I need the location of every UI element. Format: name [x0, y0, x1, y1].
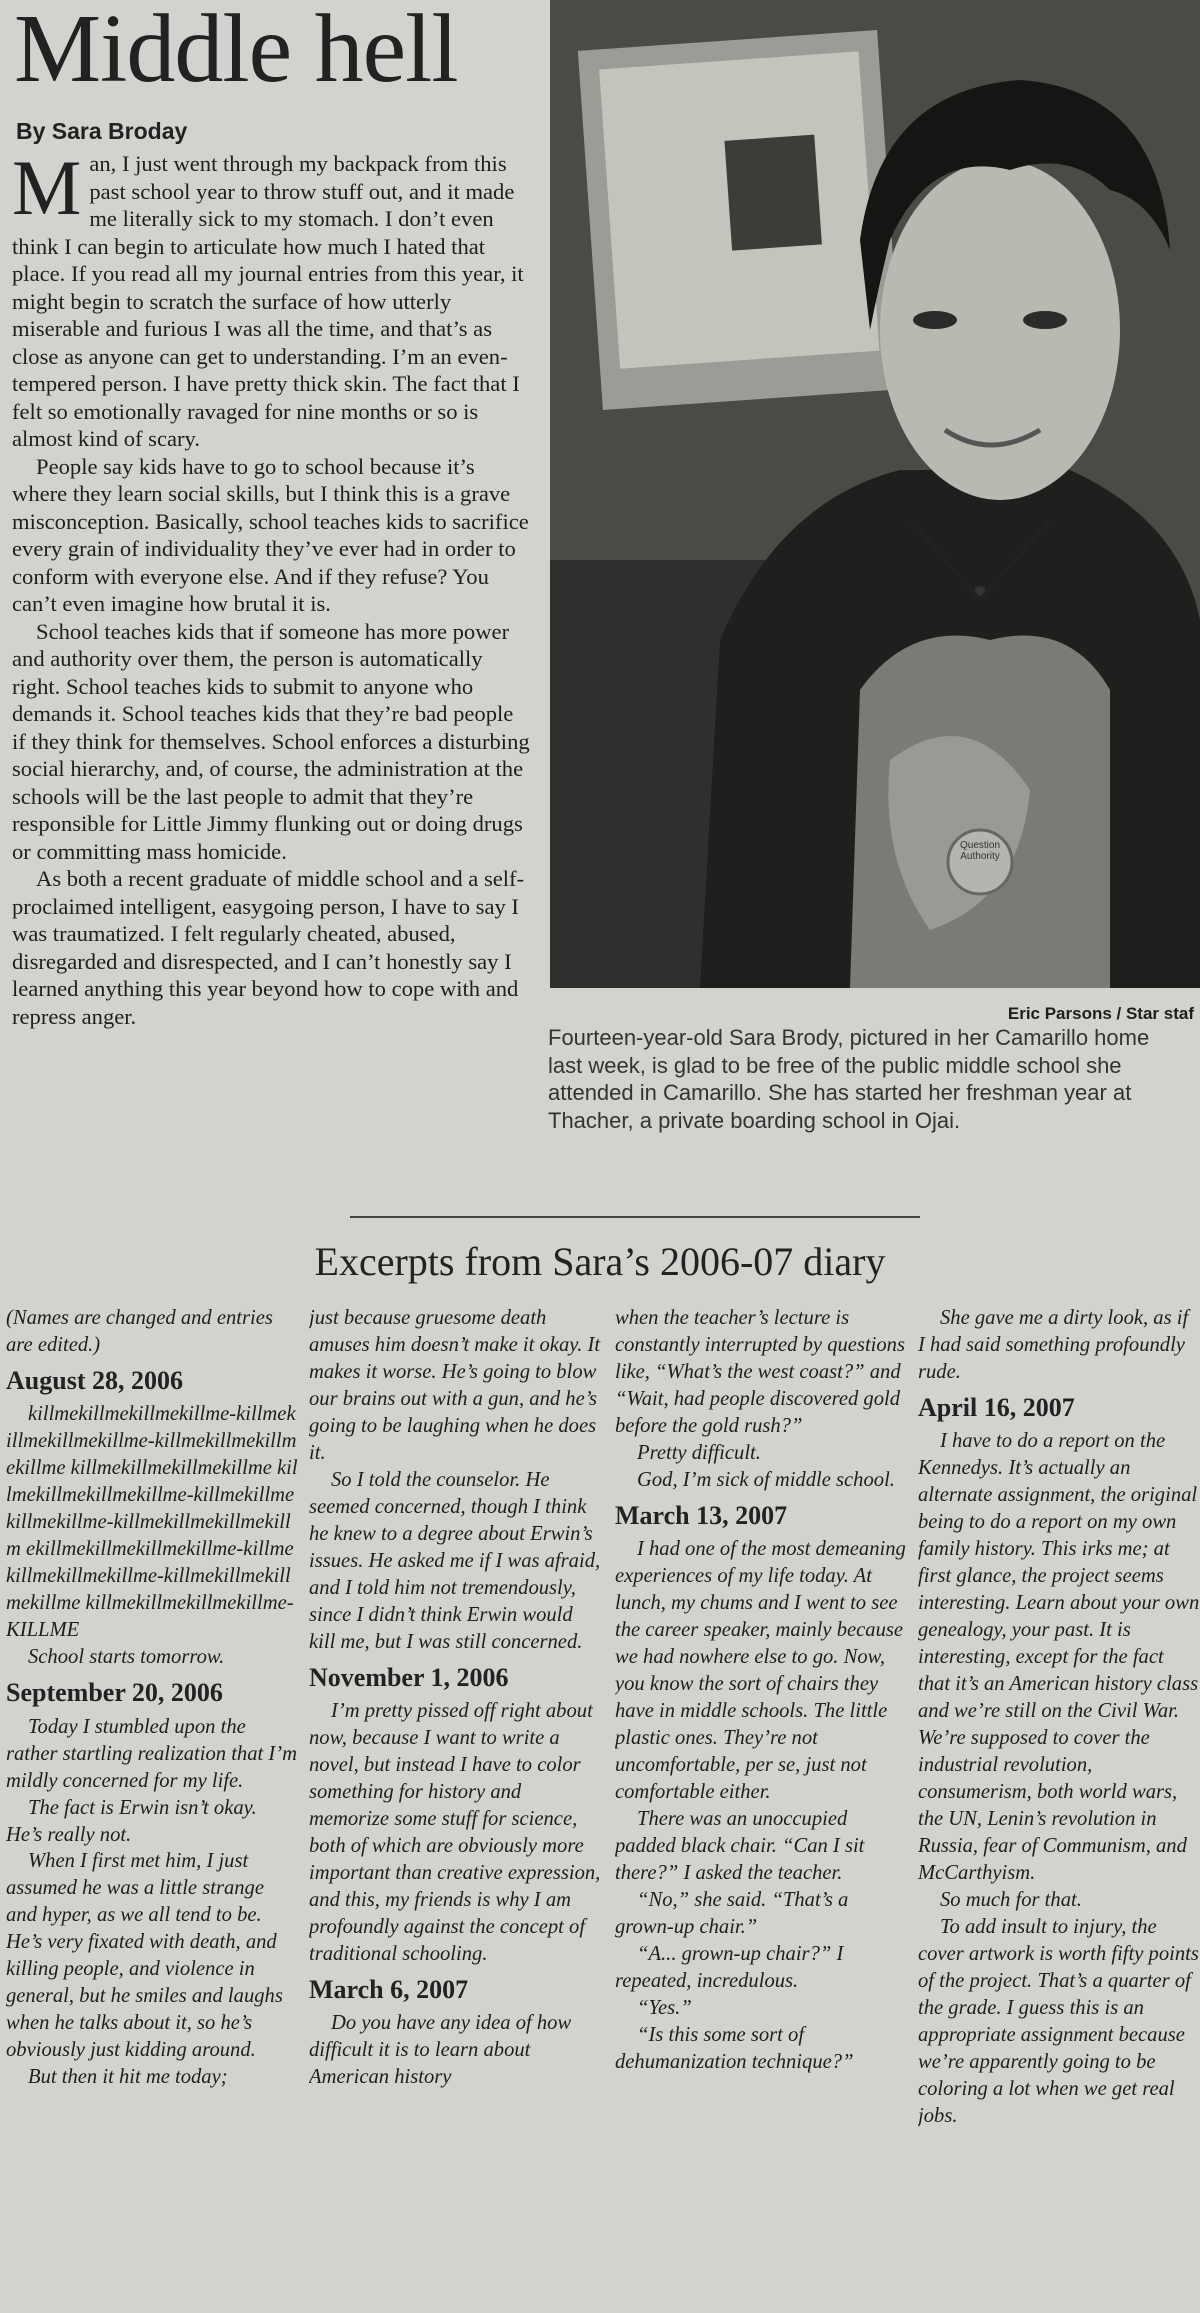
entry-text: Pretty difficult.	[637, 1441, 761, 1464]
diary-title: Excerpts from Sara’s 2006-07 diary	[314, 1239, 886, 1284]
entry-text: when the teacher’s lecture is constantly interrupted by questions like, “What’s the west coast?” and “Wait, had people discovered gold before the gold rush?”	[615, 1307, 905, 1437]
diary-column-3	[615, 1305, 907, 2305]
entry-text: I had one of the most demeaning experiences of my life today. At lunch, my chums and I went to see the career speaker, mainly because we had nowhere else to go. Now, you know the sort of chairs they have in middle schools. The little plastic ones. They’re not uncomfortable, per se, just not comfortable either.	[615, 1538, 906, 1803]
diary-column-2	[309, 1305, 601, 2305]
headline: Middle hell	[14, 0, 458, 103]
entry-text: “No,” she said. “That’s a grown-up chair.”	[615, 1888, 849, 1938]
entry-text: God, I’m sick of middle school.	[637, 1468, 895, 1491]
entry-text: But then it hit me today;	[28, 2066, 228, 2089]
entry-date: April 16, 2007	[918, 1392, 1075, 1422]
entry-text: There was an unoccupied padded black chair. “Can I sit there?” I asked the teacher.	[615, 1807, 865, 1884]
entry-text: When I first met him, I just assumed he was a little strange and hyper, as we all tend to be. He’s very fixated with death, and killing people, and violence in general, but he smiles and laughs when he talks about it, so he’s obviously just kidding around.	[6, 1850, 283, 2062]
portrait-photo	[550, 0, 1200, 988]
entry-text: “Is this some sort of dehumanization technique?”	[615, 2023, 854, 2073]
byline: By Sara Broday	[16, 118, 188, 144]
section-divider	[350, 1216, 920, 1218]
entry-text: So much for that.	[940, 1888, 1082, 1911]
entry-date: November 1, 2006	[309, 1662, 509, 1692]
diary-column-1	[6, 1305, 298, 2305]
entry-text: I have to do a report on the Kennedys. It’s actually an alternate assignment, the original being to do a report on my own family history. This irks me; at first glance, the project seems interesting. Learn about your own genealogy, your past. It is interesting, except for the fact that it’s an American history class and we’re still on the Civil War. We’re supposed to cover the industrial revolution, consumerism, both world wars, the UN, Lenin’s revolution in Russia, fear of Communism, and McCarthyism.	[918, 1430, 1200, 1884]
entry-text: Today I stumbled upon the rather startling realization that I’m mildly concerned for my life.	[6, 1715, 297, 1792]
photo-credit: Eric Parsons / Star staf	[1007, 1004, 1194, 1023]
entry-text: Do you have any idea of how difficult it is to learn about American history	[309, 2012, 572, 2089]
entry-date: September 20, 2006	[6, 1678, 223, 1708]
story-paragraph	[12, 150, 532, 453]
entry-date: August 28, 2006	[6, 1365, 183, 1395]
entry-text: The fact is Erwin isn’t okay. He’s really not.	[6, 1796, 257, 1846]
main-story	[12, 150, 532, 1195]
drop-cap: M	[12, 150, 82, 231]
photo-caption: Fourteen-year-old Sara Brody, pictured in her Camarillo home last week, is glad to be free of the public middle school she attended in Camarillo. She has started her freshman year at Thacher, a private boarding school in Ojai.	[548, 1025, 1150, 1133]
entry-text: I’m pretty pissed off right about now, because I want to write a novel, but instead I have to color something for history and memorize some stuff for science, both of which are obviously more important than creative expression, and this, my friends is why I am profoundly against the concept of traditional schooling.	[309, 1700, 601, 1965]
entry-text: “A... grown-up chair?” I repeated, incredulous.	[615, 1942, 844, 1992]
entry-date: March 6, 2007	[309, 1974, 469, 2004]
entry-text: just because gruesome death amuses him doesn’t make it okay. It makes it worse. He’s going to blow our brains out with a gun, and he’s going to be laughing when he does it.	[309, 1307, 601, 1464]
entry-text: So I told the counselor. He seemed concerned, though I think he knew to a degree about Erwin’s issues. He asked me if I was afraid, and I told him not tremendously, since I didn’t think Erwin would kill me, but I was still concerned.	[309, 1468, 601, 1653]
story-paragraph: School teaches kids that if someone has more power and authority over them, the person is automatically right. School teaches kids to submit to anyone who demands it. School teaches kids that they’re bad people if they think for themselves. School enforces a disturbing social hierarchy, and, of course, the administration at the schools will be the last people to admit that they’re responsible for Little Jimmy flunking out or doing drugs or committing mass homicide.	[12, 618, 530, 864]
entry-text: “Yes.”	[637, 1996, 692, 2019]
entry-text: She gave me a dirty look, as if I had said something profoundly rude.	[918, 1307, 1189, 1383]
story-paragraph: People say kids have to go to school because it’s where they learn social skills, but I think this is a grave misconception. Basically, school teaches kids to sacrifice every grain of individuality they’ve ever had in order to conform with everyone else. And if they refuse? You can’t even imagine how brutal it is.	[12, 453, 529, 617]
entry-text: School starts tomorrow.	[28, 1646, 225, 1669]
portrait-illustration	[550, 0, 1200, 988]
diary-column-4	[918, 1305, 1200, 2305]
story-paragraph: As both a recent graduate of middle school and a self-proclaimed intelligent, easygoing person, I have to say I was traumatized. I felt regularly cheated, abused, disregarded and disrespected, and I can’t honestly say I learned anything this year beyond how to cope with and repress anger.	[12, 866, 525, 1029]
entry-text: To add insult to injury, the cover artwork is worth fifty points of the project. That’s a quarter of the grade. I guess this is an appropriate assignment because we’re apparently going to be coloring a lot when we get real jobs.	[918, 1915, 1199, 2127]
entry-text: killmekillmekillmekillme-killmekillmekillmekillme-killmekillmekillmekillme killmekillmekillmekillme killmekillmekillmekillme-killmekillmekillmekillme-killmekillmekillmekillm ekillmekillmekillmekillme-killmekillmekillmekillme-killmekillmekillmekillme killmekillmekillmekillme-KILLME	[6, 1403, 298, 1642]
question-authority-button-text: Question Authority	[959, 840, 1001, 862]
editor-note: (Names are changed and entries are edited.)	[6, 1307, 273, 1356]
story-first-text: an, I just went through my backpack from this past school year to throw stuff out, and it made me literally sick to my stomach. I don’t even think I can begin to articulate how much I hated that place. If you read all my journal entries from this year, it might begin to scratch the surface of how utterly miserable and furious I was all the time, and that’s as close as anyone can get to understanding. I’m an even-tempered person. I have pretty thick skin. The fact that I felt so emotionally ravaged for nine months or so is almost kind of scary.	[12, 151, 524, 452]
entry-date: March 13, 2007	[615, 1500, 788, 1530]
